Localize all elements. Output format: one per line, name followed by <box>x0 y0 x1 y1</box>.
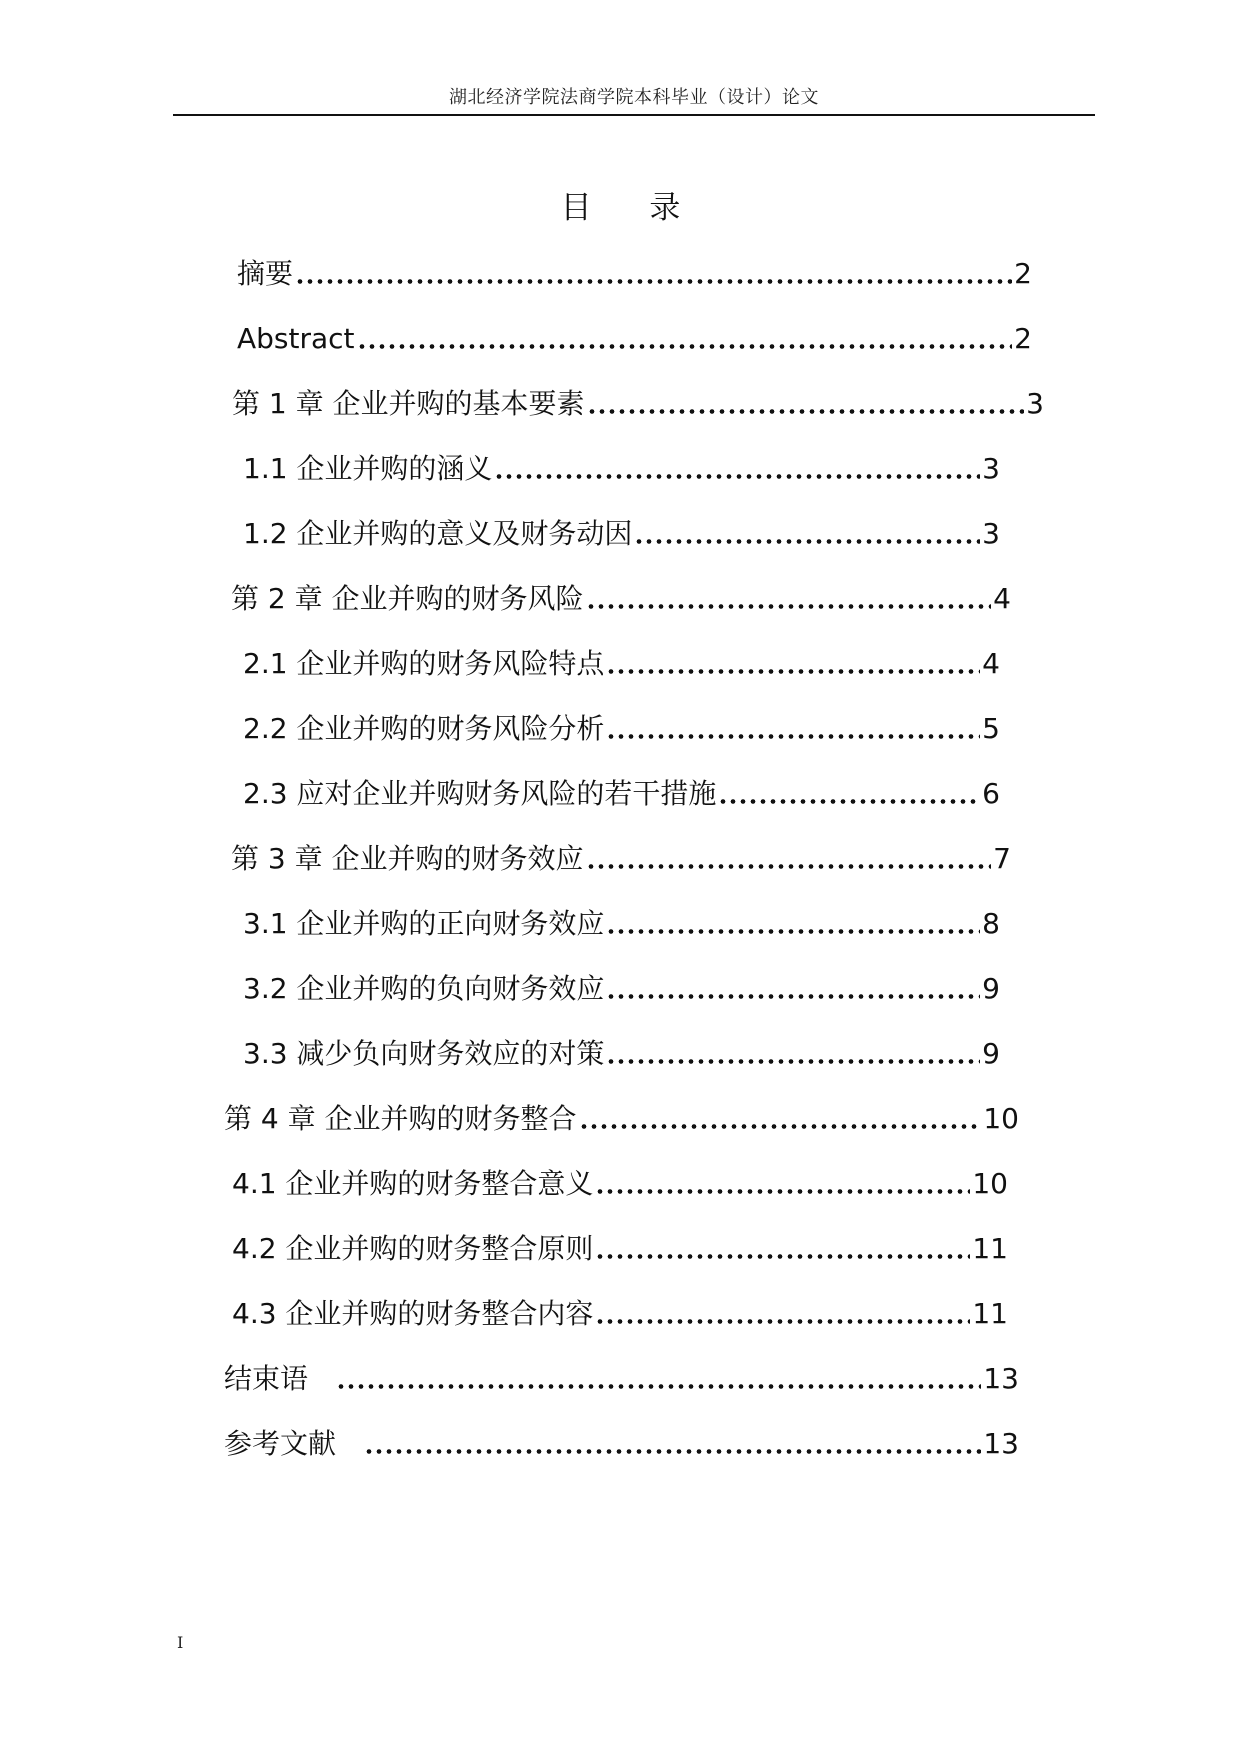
page-header <box>173 84 1095 116</box>
toc-entry-text: 1.1 企业并购的涵义 <box>243 452 493 485</box>
toc-entry-section-2-2[interactable] <box>243 709 1000 753</box>
toc-entry-text: 1.2 企业并购的意义及财务动因 <box>243 517 633 550</box>
toc-entry-text: 4.2 企业并购的财务整合原则 <box>232 1232 594 1265</box>
toc-entry-text: 第 4 章 企业并购的财务整合 <box>224 1102 577 1135</box>
toc-entry-text: 第 2 章 企业并购的财务风险 <box>231 582 584 615</box>
toc-entry-page: 3 <box>1026 387 1044 420</box>
toc-entry-section-2-3[interactable] <box>243 774 1000 818</box>
toc-entry-page: 6 <box>982 777 1000 810</box>
toc-entry-page: 11 <box>972 1232 1008 1265</box>
toc-entry-text: Abstract <box>237 322 355 355</box>
toc-entry-page: 5 <box>982 712 1000 745</box>
toc-leader-dots <box>295 277 1012 285</box>
toc-entry-section-2-1[interactable] <box>243 644 1000 688</box>
toc-leader-dots <box>586 602 992 610</box>
toc-leader-dots <box>595 1317 970 1325</box>
toc-leader-dots <box>595 1252 970 1260</box>
toc-leader-dots <box>634 537 980 545</box>
toc-entry-page: 3 <box>982 452 1000 485</box>
toc-entry-section-4-1[interactable] <box>232 1164 1008 1208</box>
toc-leader-dots <box>718 797 980 805</box>
toc-entry-page: 4 <box>982 647 1000 680</box>
toc-entry-references[interactable] <box>224 1424 1019 1468</box>
toc-entry-page: 9 <box>982 1037 1000 1070</box>
toc-entry-section-4-3[interactable] <box>232 1294 1008 1338</box>
toc-entry-chapter-1[interactable] <box>232 384 1044 428</box>
toc-leader-dots <box>606 992 980 1000</box>
toc-entry-page: 2 <box>1014 322 1032 355</box>
toc-leader-dots <box>606 927 980 935</box>
toc-leader-dots <box>357 342 1013 350</box>
toc-entry-page: 8 <box>982 907 1000 940</box>
toc-entry-abstract-en[interactable] <box>237 319 1032 363</box>
toc-entry-text: 参考文献 <box>224 1427 337 1460</box>
toc-entry-text: 第 1 章 企业并购的基本要素 <box>232 387 585 420</box>
toc-entry-text: 2.3 应对企业并购财务风险的若干措施 <box>243 777 717 810</box>
toc-entry-section-3-1[interactable] <box>243 904 1000 948</box>
toc-entry-section-3-3[interactable] <box>243 1034 1000 1078</box>
toc-entry-page: 10 <box>983 1102 1019 1135</box>
toc-leader-dots <box>587 407 1025 415</box>
toc-entry-page: 10 <box>972 1167 1008 1200</box>
toc-entry-text: 3.1 企业并购的正向财务效应 <box>243 907 605 940</box>
toc-entry-page: 9 <box>982 972 1000 1005</box>
toc-entry-text: 第 3 章 企业并购的财务效应 <box>231 842 584 875</box>
toc-entry-chapter-2[interactable] <box>231 579 1011 623</box>
toc-entry-text: 2.1 企业并购的财务风险特点 <box>243 647 605 680</box>
toc-entry-section-4-2[interactable] <box>232 1229 1008 1273</box>
toc-entry-chapter-3[interactable] <box>231 839 1011 883</box>
toc-title: 目 录 <box>560 190 705 226</box>
toc-entry-text: 摘要 <box>237 257 294 290</box>
toc-entry-text: 4.3 企业并购的财务整合内容 <box>232 1297 594 1330</box>
toc-entry-page: 4 <box>993 582 1011 615</box>
toc-entry-section-3-2[interactable] <box>243 969 1000 1013</box>
toc-entry-chapter-4[interactable] <box>224 1099 1019 1143</box>
toc-leader-dots <box>586 862 992 870</box>
toc-leader-dots <box>606 667 980 675</box>
toc-leader-dots <box>336 1382 981 1390</box>
toc-entry-text: 2.2 企业并购的财务风险分析 <box>243 712 605 745</box>
toc-entry-conclusion[interactable] <box>224 1359 1019 1403</box>
toc-entry-section-1-1[interactable] <box>243 449 1000 493</box>
toc-entry-section-1-2[interactable] <box>243 514 1000 558</box>
header-title: 湖北经济学院法商学院本科毕业（设计）论文 <box>449 87 819 108</box>
toc-leader-dots <box>494 472 980 480</box>
toc-entry-text: 3.2 企业并购的负向财务效应 <box>243 972 605 1005</box>
footer-page-number: I <box>177 1633 184 1652</box>
toc-leader-dots <box>606 732 980 740</box>
toc-leader-dots <box>579 1122 982 1130</box>
toc-entry-page: 13 <box>983 1362 1019 1395</box>
toc-leader-dots <box>595 1187 970 1195</box>
toc-entry-page: 3 <box>982 517 1000 550</box>
toc-entry-text: 结束语 <box>224 1362 309 1395</box>
toc-entry-text: 3.3 减少负向财务效应的对策 <box>243 1037 605 1070</box>
toc-leader-dots <box>364 1447 981 1455</box>
toc-entry-text: 4.1 企业并购的财务整合意义 <box>232 1167 594 1200</box>
toc-leader-dots <box>606 1057 980 1065</box>
toc-entry-abstract-cn[interactable] <box>237 254 1032 298</box>
toc-entry-page: 11 <box>972 1297 1008 1330</box>
toc-entry-page: 2 <box>1014 257 1032 290</box>
toc-entry-page: 7 <box>993 842 1011 875</box>
toc-entry-page: 13 <box>983 1427 1019 1460</box>
